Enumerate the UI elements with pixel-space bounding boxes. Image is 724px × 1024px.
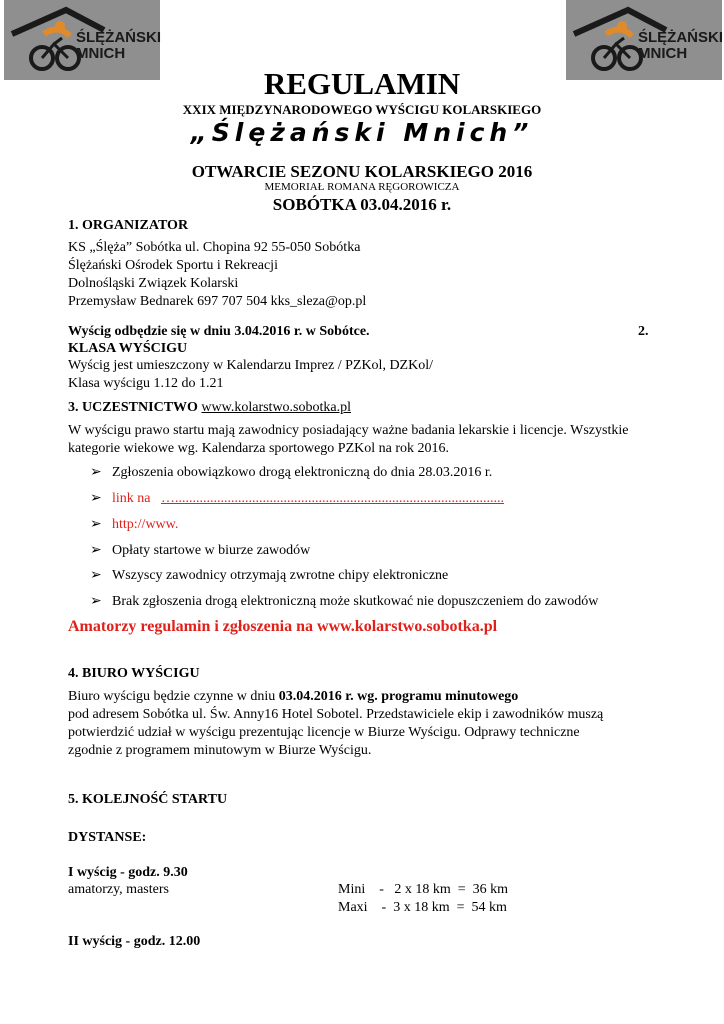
list-item: ➢ Wszyscy zawodnicy otrzymają zwrotne chipy elektroniczne (90, 568, 449, 583)
arrow-bullet-icon: ➢ (90, 594, 102, 609)
race1-mini: Mini - 2 x 18 km = 36 km (338, 882, 509, 897)
arrow-bullet-icon: ➢ (90, 491, 102, 506)
class-line: Klasa wyścigu 1.12 do 1.21 (68, 376, 224, 391)
http-link[interactable]: http://www. (112, 517, 179, 532)
organizer-line: KS „Ślęża” Sobótka ul. Chopina 92 55-050 Sobótka (68, 240, 361, 255)
organizer-heading: 1. ORGANIZATOR (68, 218, 189, 233)
participants-line: W wyścigu prawo startu mają zawodnicy posiadający ważne badania lekarskie i licencje. Wszystkie (68, 423, 629, 438)
season-heading: OTWARCIE SEZONU KOLARSKIEGO 2016 (191, 162, 533, 181)
participants-line: kategorie wiekowe wg. Kalendarza sportowego PZKol na rok 2016. (68, 441, 450, 456)
organizer-line: Dolnośląski Związek Kolarski (68, 276, 239, 291)
race1-category: amatorzy, masters (68, 882, 169, 897)
race-name: „Ślężański Mnich” (190, 118, 534, 147)
list-item (90, 516, 178, 533)
distances-heading: DYSTANSE: (68, 830, 147, 845)
race-date-text: Wyścig odbędzie się w dniu 3.04.2016 r. w Sobótce. (68, 324, 370, 339)
participants-heading-text: 3. UCZESTNICTWO (68, 400, 198, 415)
arrow-bullet-icon: ➢ (90, 568, 102, 583)
memorial-line: MEMORIAŁ ROMANA RĘGOROWICZA (264, 181, 460, 193)
class-heading: KLASA WYŚCIGU (68, 341, 188, 356)
list-item: ➢ link na ….............................................................................................. (90, 491, 504, 506)
participants-heading (68, 400, 351, 416)
logo-text: ŚLĘŻAŃSKI MNICH (76, 29, 162, 62)
race1-title: I wyścig - godz. 9.30 (68, 865, 188, 880)
document-subtitle: XXIX MIĘDZYNARODOWEGO WYŚCIGU KOLARSKIEGO (182, 102, 542, 117)
arrow-bullet-icon: ➢ (90, 517, 102, 532)
office-line: Biuro wyścigu będzie czynne w dniu 03.04.2016 r. wg. programu minutowego (68, 689, 519, 704)
list-item: ➢ Brak zgłoszenia drogą elektroniczną może skutkować nie dopuszczeniem do zawodów (90, 594, 599, 609)
website-link[interactable]: www.kolarstwo.sobotka.pl (201, 400, 351, 415)
list-item: ➢ Opłaty startowe w biurze zawodów (90, 543, 311, 558)
office-line: pod adresem Sobótka ul. Św. Anny16 Hotel Sobotel. Przedstawiciele ekip i zawodników muszą (68, 707, 604, 722)
start-order-heading: 5. KOLEJNOŚĆ STARTU (68, 792, 228, 807)
date-line: SOBÓTKA 03.04.2016 r. (272, 195, 452, 214)
arrow-bullet-icon: ➢ (90, 465, 102, 480)
arrow-bullet-icon: ➢ (90, 543, 102, 558)
race1-maxi: Maxi - 3 x 18 km = 54 km (338, 900, 507, 915)
office-line: zgodnie z programem minutowym w Biurze Wyścigu. (68, 743, 372, 758)
promo-line: Amatorzy regulamin i zgłoszenia na www.kolarstwo.sobotka.pl (68, 618, 498, 635)
class-line: Wyścig jest umieszczony w Kalendarzu Imprez / PZKol, DZKol/ (68, 358, 433, 373)
office-heading: 4. BIURO WYŚCIGU (68, 666, 200, 681)
section-number: 2. (638, 324, 649, 339)
registration-link[interactable]: ….............................................................................................. (161, 491, 504, 506)
organizer-line: Ślężański Ośrodek Sportu i Rekreacji (68, 258, 278, 273)
race2-title: II wyścig - godz. 12.00 (68, 934, 201, 949)
list-item: ➢ Zgłoszenia obowiązkowo drogą elektroniczną do dnia 28.03.2016 r. (90, 465, 493, 480)
office-line: potwierdzić udział w wyścigu prezentując licencje w Biurze Wyścigu. Odprawy techniczne (68, 725, 580, 740)
document-title: REGULAMIN (263, 66, 461, 101)
organizer-line: Przemysław Bednarek 697 707 504 kks_sleza@op.pl (68, 294, 367, 309)
logo-text: ŚLĘŻAŃSKI MNICH (638, 29, 724, 62)
